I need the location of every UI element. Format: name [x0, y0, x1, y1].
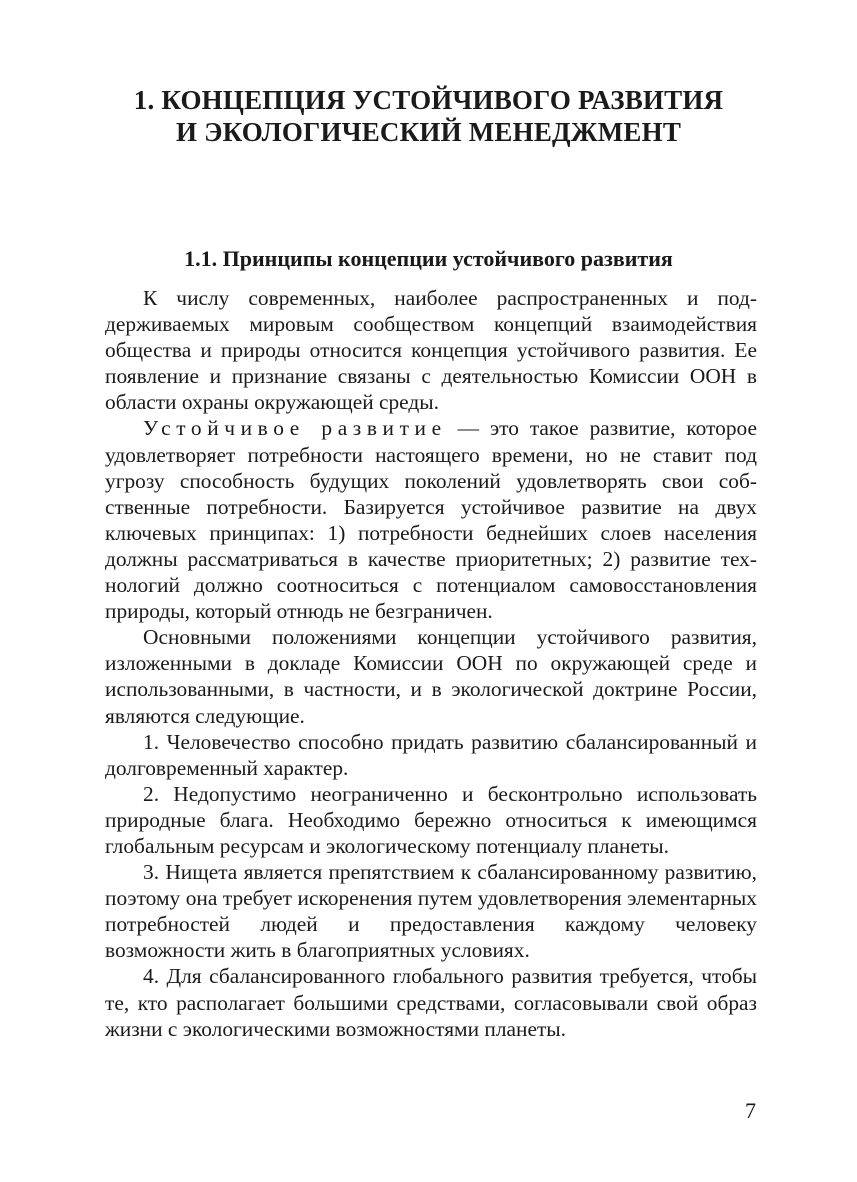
definition-term: Устойчивое развитие — [143, 416, 447, 441]
chapter-title-line-1: 1. КОНЦЕПЦИЯ УСТОЙЧИВОГО РАЗВИТИЯ — [133, 85, 724, 115]
paragraph-provision-1: 1. Человечество способно придать развитию сбалансированный и долговременный характер. — [105, 729, 757, 780]
body-text — [105, 285, 757, 1042]
section-title: 1.1. Принципы концепции устойчивого развития — [184, 246, 673, 271]
definition-text: — это такое развитие, которое удовлетворяет потребности настоящего времени, но не ставит под угрозу способность будущих поколений удовлетворять свои собственные потребности. Базируется устойчивое развитие на двух ключевых принципах: 1) потребности беднейших слоев населения должны рассматриваться в качестве приоритетных; 2) развитие технологий должно соотноситься с потенциалом самовосстановления природы, который отнюдь не безграничен. — [105, 416, 757, 624]
paragraph-intro: К числу современных, наиболее распространенных и поддерживаемых мировым сообществом концепций взаимодействия общества и природы относится концепция устойчивого развития. Ее появление и признание связаны с деятельностью Комиссии ООН в области охраны окружающей среды. — [105, 286, 757, 415]
paragraph-provision-2: 2. Недопустимо неограниченно и бесконтрольно использовать природные блага. Необходимо бережно относиться к имеющимся глобальным ресурсам и экологическому потенциалу планеты. — [105, 781, 757, 858]
paragraph-definition — [105, 415, 757, 624]
chapter-title — [100, 84, 757, 148]
page-number: 7 — [745, 1098, 756, 1123]
paragraph-provision-3: 3. Нищета является препятствием к сбалансированному развитию, поэтому она требует искоренения путем удовлетворения элементарных потребностей людей и предоставления каждому человеку возможности жить в благоприятных условиях. — [105, 860, 757, 963]
paragraph-provisions-intro: Основными положениями концепции устойчивого развития, изложенными в докладе Комиссии ООН по окружающей среде и использованными, в частности, и в экологической доктрине России, являются следующие. — [105, 625, 757, 728]
chapter-title-line-2: И ЭКОЛОГИЧЕСКИЙ МЕНЕДЖМЕНТ — [175, 117, 682, 147]
paragraph-provision-4: 4. Для сбалансированного глобального развития требуется, чтобы те, кто располагает большими средствами, согласовывали свой образ жизни с экологическими возможностями планеты. — [105, 964, 757, 1041]
